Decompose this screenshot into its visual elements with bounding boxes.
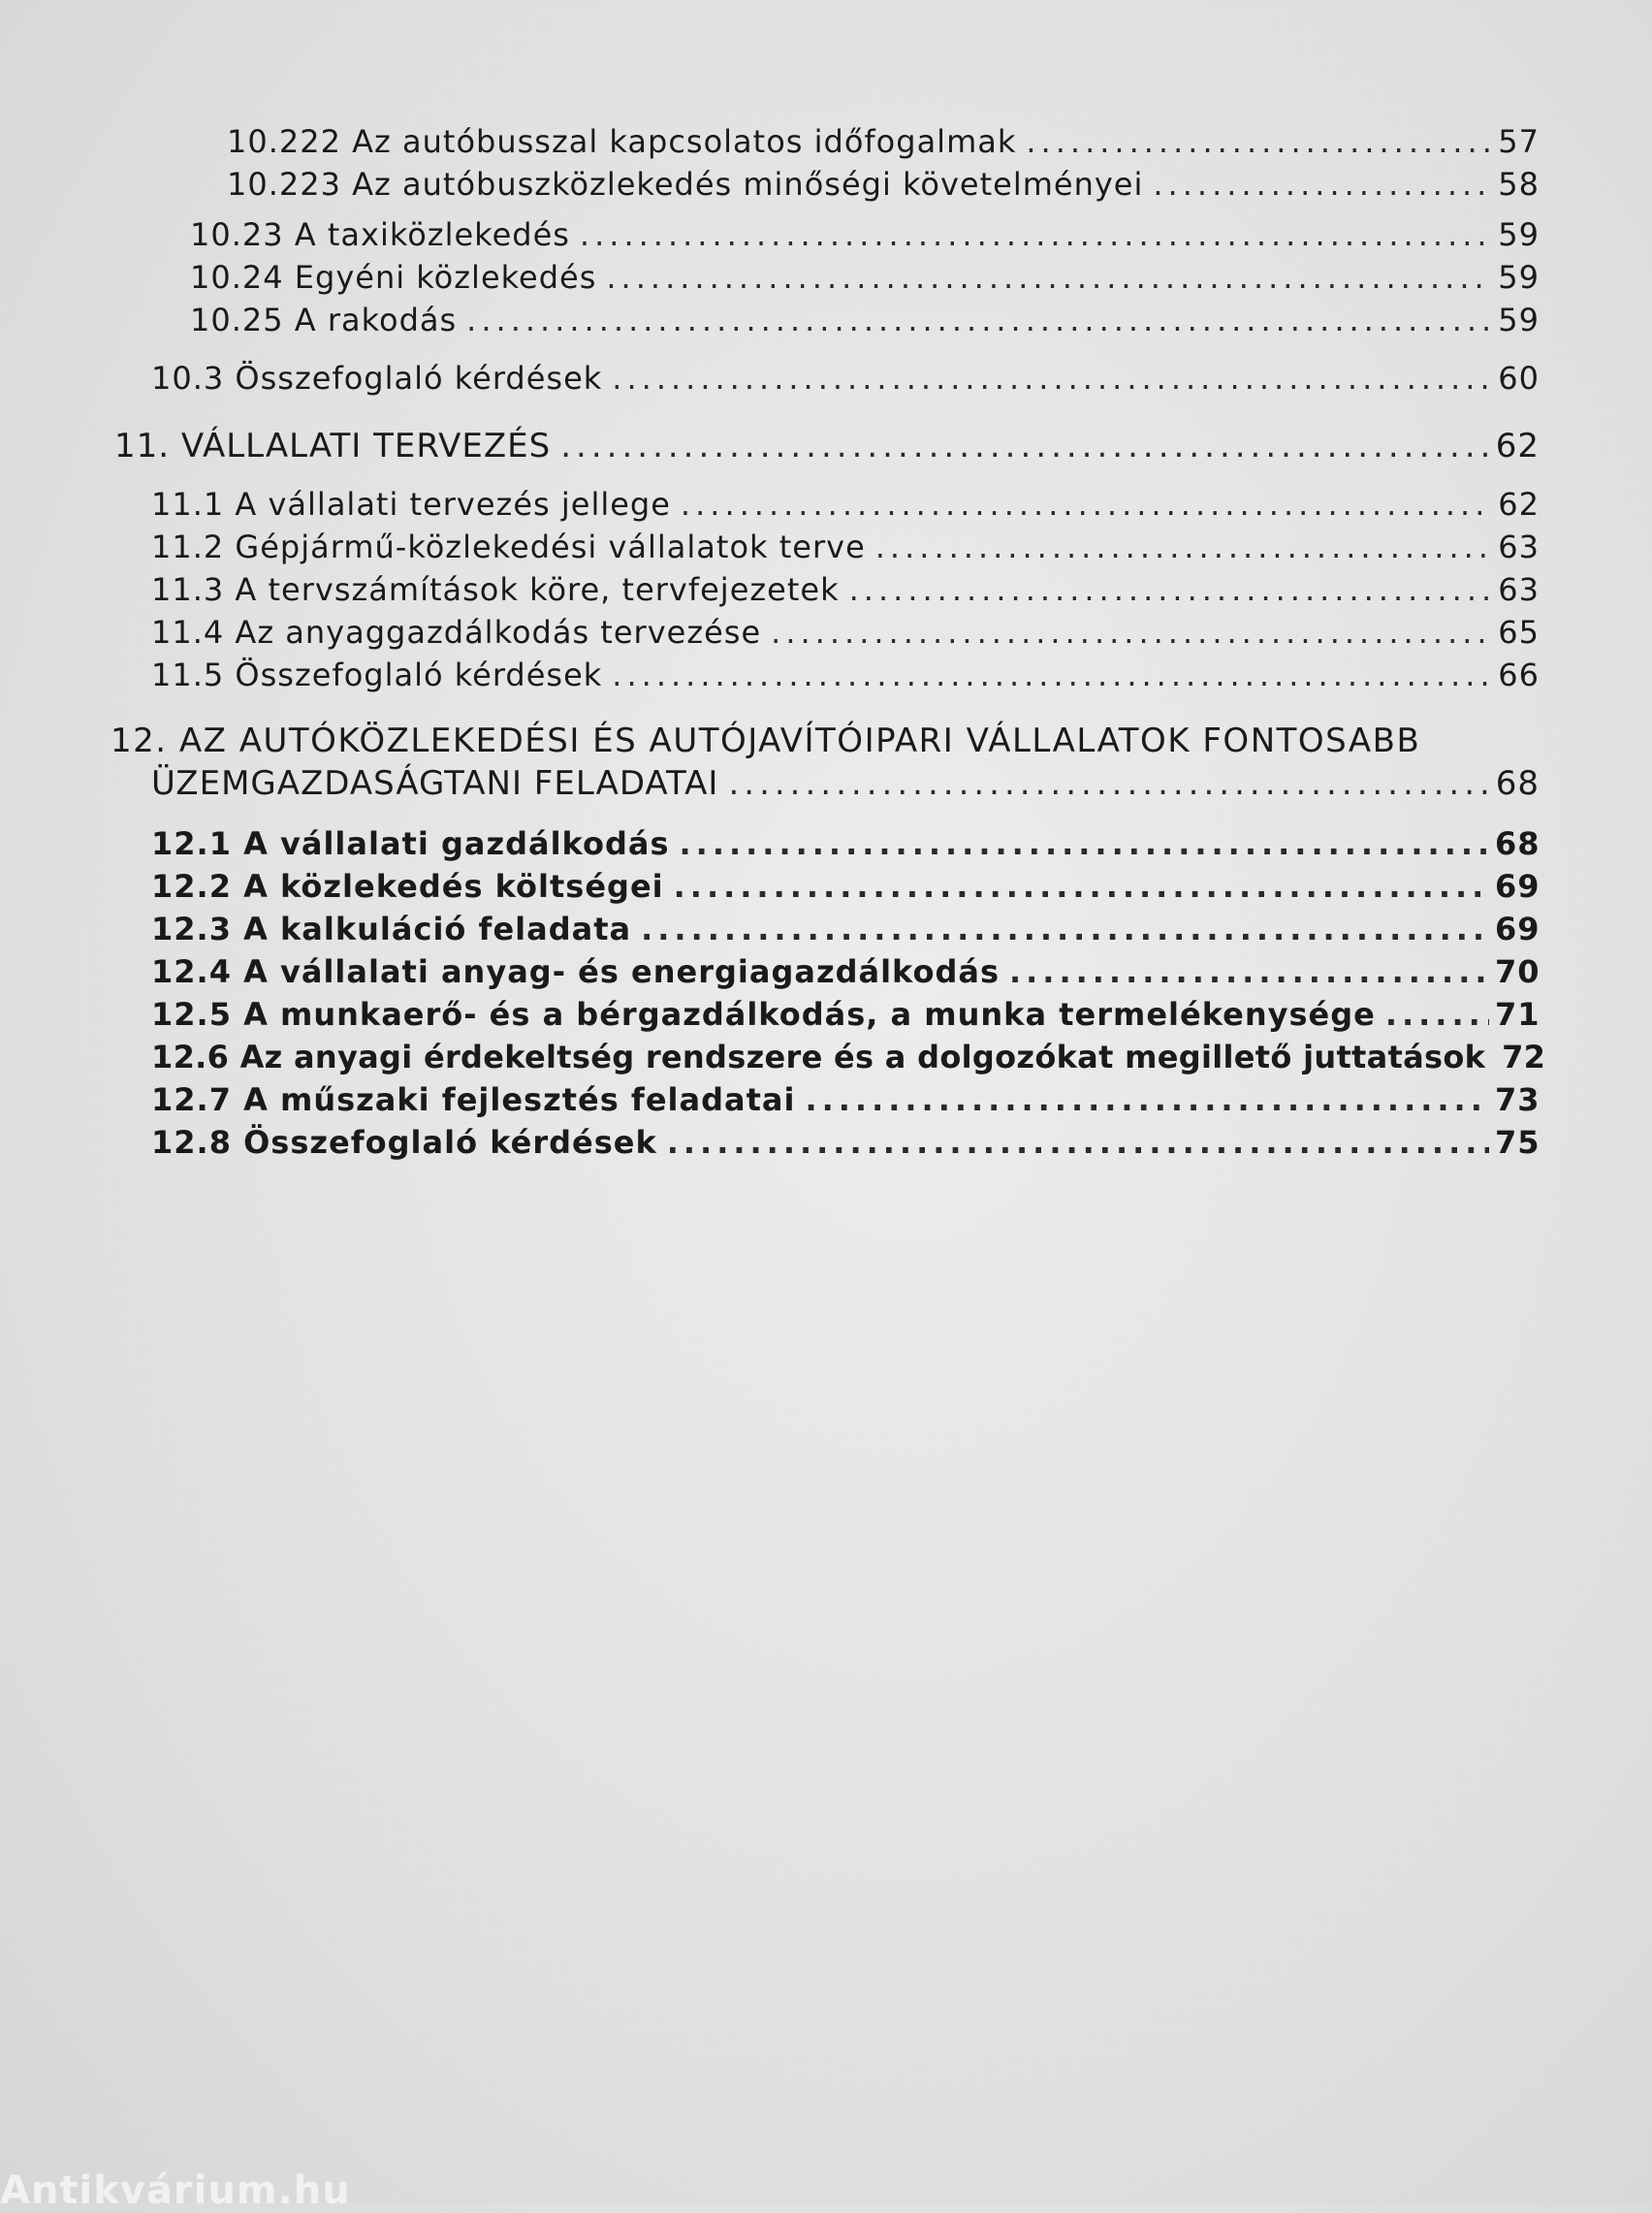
toc-chapter-12 (151, 764, 1540, 803)
toc-entry-label: 10.223 Az autóbuszközlekedés minőségi követelményei (227, 166, 1144, 203)
dot-leader (805, 1080, 1489, 1119)
toc-entry-11-5 (151, 656, 1540, 694)
toc-page-number: 65 (1498, 614, 1540, 651)
toc-page-number: 63 (1498, 571, 1540, 608)
dot-leader (580, 215, 1489, 254)
toc-page-number: 69 (1495, 911, 1541, 947)
toc-page-number: 70 (1495, 953, 1541, 990)
toc-entry-12-2 (151, 867, 1540, 906)
dot-leader (1026, 122, 1489, 161)
toc-entry-label: 11.3 A tervszámítások köre, tervfejezetek (151, 571, 840, 608)
dot-leader (560, 427, 1489, 465)
dot-leader (612, 656, 1489, 694)
toc-page-number: 68 (1495, 825, 1541, 862)
toc-entry-label: 12.7 A műszaki fejlesztés feladatai (151, 1081, 796, 1118)
toc-entry-label: 10.222 Az autóbusszal kapcsolatos időfogalmak (227, 123, 1017, 160)
toc-chapter-label: ÜZEMGAZDASÁGTANI FELADATAI (151, 764, 719, 803)
toc-entry-12-8 (151, 1123, 1540, 1162)
dot-leader (1009, 952, 1489, 991)
dot-leader (849, 570, 1489, 609)
toc-page-number: 59 (1498, 216, 1540, 253)
dot-leader (875, 528, 1489, 566)
toc-entry-label: 12.4 A vállalati anyag- és energiagazdálkodás (151, 953, 1000, 990)
toc-entry-label: 12.1 A vállalati gazdálkodás (151, 825, 670, 862)
toc-page-number: 59 (1498, 302, 1540, 338)
toc-page-number: 62 (1498, 486, 1540, 523)
dot-leader (680, 824, 1490, 863)
toc-entry-10-222 (227, 122, 1540, 161)
toc-page-number: 68 (1495, 764, 1540, 803)
toc-entry-label: 12.3 A kalkuláció feladata (151, 911, 632, 947)
toc-page-number: 58 (1498, 166, 1540, 203)
toc-entry-10-23 (190, 215, 1540, 254)
toc-entry-label: 12.6 Az anyagi érdekeltség rendszere és a dolgozókat megillető juttatások (151, 1039, 1486, 1075)
toc-entry-label: 11.5 Összefoglaló kérdések (151, 657, 603, 693)
dot-leader (728, 764, 1489, 803)
toc-page-number: 57 (1498, 123, 1540, 160)
toc-entry-11-2 (151, 528, 1540, 566)
toc-page-number: 66 (1498, 657, 1540, 693)
toc-entry-10-25 (190, 301, 1540, 339)
toc-page-number: 73 (1495, 1081, 1541, 1118)
toc-entry-label: 10.3 Összefoglaló kérdések (151, 360, 603, 397)
toc-entry-label: 12.8 Összefoglaló kérdések (151, 1124, 657, 1161)
toc-page-number: 62 (1495, 427, 1540, 465)
toc-page-number: 60 (1498, 360, 1540, 397)
toc-entry-12-4 (151, 952, 1540, 991)
dot-leader (612, 359, 1489, 398)
dot-leader (606, 258, 1489, 297)
toc-entry-label: 10.24 Egyéni közlekedés (190, 259, 597, 296)
toc-page-number: 63 (1498, 529, 1540, 565)
dot-leader (667, 1123, 1489, 1162)
toc-entry-12-3 (151, 910, 1540, 948)
antikvarium-watermark: Antikvárium.hu (0, 2168, 351, 2213)
toc-entry-10-223 (227, 165, 1540, 204)
toc-entry-label: 11.4 Az anyaggazdálkodás tervezése (151, 614, 762, 651)
dot-leader (681, 485, 1489, 524)
toc-entry-label: 11.2 Gépjármű-közlekedési vállalatok terve (151, 529, 866, 565)
toc-entry-11-1 (151, 485, 1540, 524)
toc-entry-12-5 (151, 995, 1540, 1034)
dot-leader (466, 301, 1489, 339)
toc-entry-12-6 (151, 1038, 1546, 1076)
toc-entry-12-7 (151, 1080, 1540, 1119)
toc-entry-label: 12.5 A munkaerő- és a bérgazdálkodás, a munka termelékenysége (151, 996, 1376, 1033)
dot-leader (641, 910, 1489, 948)
toc-entry-11-3 (151, 570, 1540, 609)
toc-chapter-label: 11. VÁLLALATI TERVEZÉS (114, 427, 552, 465)
dot-leader (674, 867, 1489, 906)
toc-entry-12-1 (151, 824, 1540, 863)
toc-chapter-11 (114, 427, 1540, 465)
toc-page-number: 59 (1498, 259, 1540, 296)
toc-page-number: 72 (1502, 1039, 1546, 1075)
dot-leader (771, 613, 1489, 652)
toc-page-number: 71 (1495, 996, 1541, 1033)
toc-page-number: 69 (1495, 868, 1541, 905)
toc-entry-label: 11.1 A vállalati tervezés jellege (151, 486, 671, 523)
toc-entry-10-24 (190, 258, 1540, 297)
toc-entry-label: 10.23 A taxiközlekedés (190, 216, 570, 253)
toc-entry-10-3 (151, 359, 1540, 398)
toc-chapter-12-line1: 12. AZ AUTÓKÖZLEKEDÉSI ÉS AUTÓJAVÍTÓIPARI VÁLLALATOK FONTOSABB (111, 722, 1421, 760)
toc-page-number: 75 (1495, 1124, 1541, 1161)
toc-entry-11-4 (151, 613, 1540, 652)
dot-leader (1385, 995, 1489, 1034)
toc-entry-label: 12.2 A közlekedés költségei (151, 868, 664, 905)
dot-leader (1153, 165, 1489, 204)
toc-entry-label: 10.25 A rakodás (190, 302, 458, 338)
